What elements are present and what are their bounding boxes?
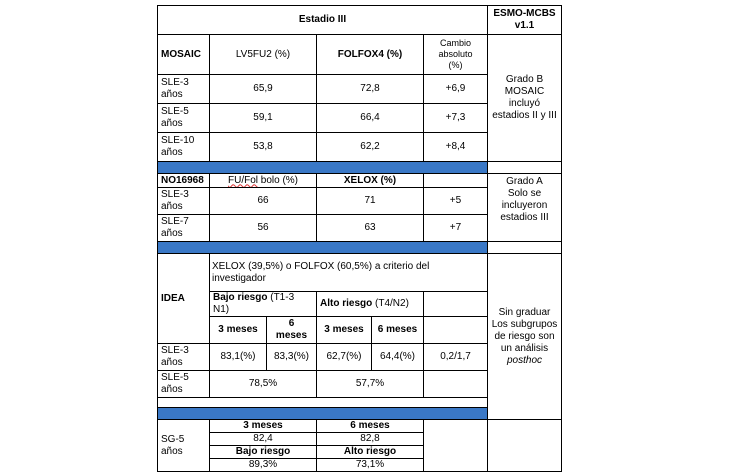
cell-value: 71 — [317, 188, 424, 215]
no16968-esmo-line4: estadios III — [500, 212, 549, 223]
change-line3: (%) — [448, 60, 463, 70]
mosaic-col-lv5fu2: LV5FU2 (%) — [210, 35, 317, 75]
idea-low-6m: 6 meses — [267, 317, 317, 344]
section-separator — [158, 162, 562, 174]
idea-description: XELOX (39,5%) o FOLFOX (60,5%) a criterio del investigador — [210, 254, 488, 292]
cell-value: 72,8 — [317, 75, 424, 104]
cell-value: 82,4 — [210, 433, 317, 446]
stage-header: Estadio III — [158, 6, 488, 35]
cell-value: +7,3 — [424, 104, 488, 133]
cell-value: 62,7(%) — [317, 344, 372, 371]
cell-value: 78,5% — [210, 371, 317, 398]
sg5-h-high: Alto riesgo — [317, 446, 424, 459]
idea-high-3m: 3 meses — [317, 317, 372, 344]
idea-esmo-line1: Sin graduar — [498, 306, 551, 318]
mosaic-esmo-line2: MOSAIC — [504, 86, 545, 97]
no16968-esmo-grade — [488, 174, 562, 242]
no16968-esmo-line2: Solo se — [507, 188, 542, 199]
mosaic-col-folfox4: FOLFOX4 (%) — [317, 35, 424, 75]
mosaic-esmo-line3: incluyó — [508, 98, 541, 109]
row-label: SLE-7 años — [158, 215, 210, 242]
mosaic-label: MOSAIC — [158, 35, 210, 75]
no16968-esmo-line1: Grado A — [506, 176, 543, 187]
cell-value: 82,8 — [317, 433, 424, 446]
cell-value: +5 — [424, 188, 488, 215]
idea-esmo-line3: de riesgo son — [494, 330, 555, 342]
cell-value: 65,9 — [210, 75, 317, 104]
mosaic-col-change — [424, 35, 488, 75]
sg5-h-6m: 6 meses — [317, 420, 424, 433]
idea-low-risk: Bajo riesgo (T1-3 N1) — [210, 292, 317, 317]
results-table — [157, 5, 562, 472]
idea-high-risk: Alto riesgo (T4/N2) — [317, 292, 424, 317]
cell-value: 66 — [210, 188, 317, 215]
cell-value: +6,9 — [424, 75, 488, 104]
no16968-label: NO16968 — [158, 174, 210, 188]
idea-esmo-line5: posthoc — [506, 354, 543, 366]
cell-value: 89,3% — [210, 459, 317, 472]
section-separator — [158, 242, 562, 254]
row-label: SLE-3 años — [158, 75, 210, 104]
mosaic-esmo-line1: Grado B — [505, 74, 544, 85]
esmo-title: ESMO-MCBS — [493, 8, 556, 19]
idea-high-6m: 6 meses — [372, 317, 424, 344]
cell-value: 83,1(%) — [210, 344, 267, 371]
no16968-esmo-line3: incluyeron — [501, 200, 548, 211]
sg5-h-low: Bajo riesgo — [210, 446, 317, 459]
row-label: SLE-5 años — [158, 371, 210, 398]
idea-esmo-line2: Los subgrupos — [491, 318, 558, 330]
cell-value: 83,3(%) — [267, 344, 317, 371]
idea-low-3m: 3 meses — [210, 317, 267, 344]
row-label: SLE-3 años — [158, 188, 210, 215]
row-label: SLE-10 años — [158, 133, 210, 162]
row-label: SLE-5 años — [158, 104, 210, 133]
sg5-h-3m: 3 meses — [210, 420, 317, 433]
idea-esmo-grade — [488, 254, 562, 420]
cell-value: 57,7% — [317, 371, 424, 398]
mosaic-esmo-line4: estadios II y III — [492, 110, 557, 121]
cell-value: 66,4 — [317, 104, 424, 133]
cell-value: 73,1% — [317, 459, 424, 472]
change-line2: absoluto — [438, 49, 473, 59]
mosaic-esmo-grade — [488, 35, 562, 162]
cell-value: +8,4 — [424, 133, 488, 162]
cell-value: 56 — [210, 215, 317, 242]
idea-label: IDEA — [158, 254, 210, 344]
change-line1: Cambio — [439, 38, 471, 48]
cell-value: 53,8 — [210, 133, 317, 162]
no16968-col-xelox: XELOX (%) — [317, 174, 424, 188]
no16968-col-fufol: FU/Fol bolo (%) — [210, 174, 317, 188]
cell-value: 62,2 — [317, 133, 424, 162]
cell-value: +7 — [424, 215, 488, 242]
sg5-label: SG-5 años — [158, 420, 210, 472]
esmo-version: v1.1 — [514, 20, 535, 31]
cell-value: 63 — [317, 215, 424, 242]
cell-value: 0,2/1,7 — [424, 344, 488, 371]
idea-esmo-line4: un análisis — [500, 342, 549, 354]
cell-value: 59,1 — [210, 104, 317, 133]
row-label: SLE-3 años — [158, 344, 210, 371]
esmo-header — [488, 6, 562, 35]
cell-value: 64,4(%) — [372, 344, 424, 371]
